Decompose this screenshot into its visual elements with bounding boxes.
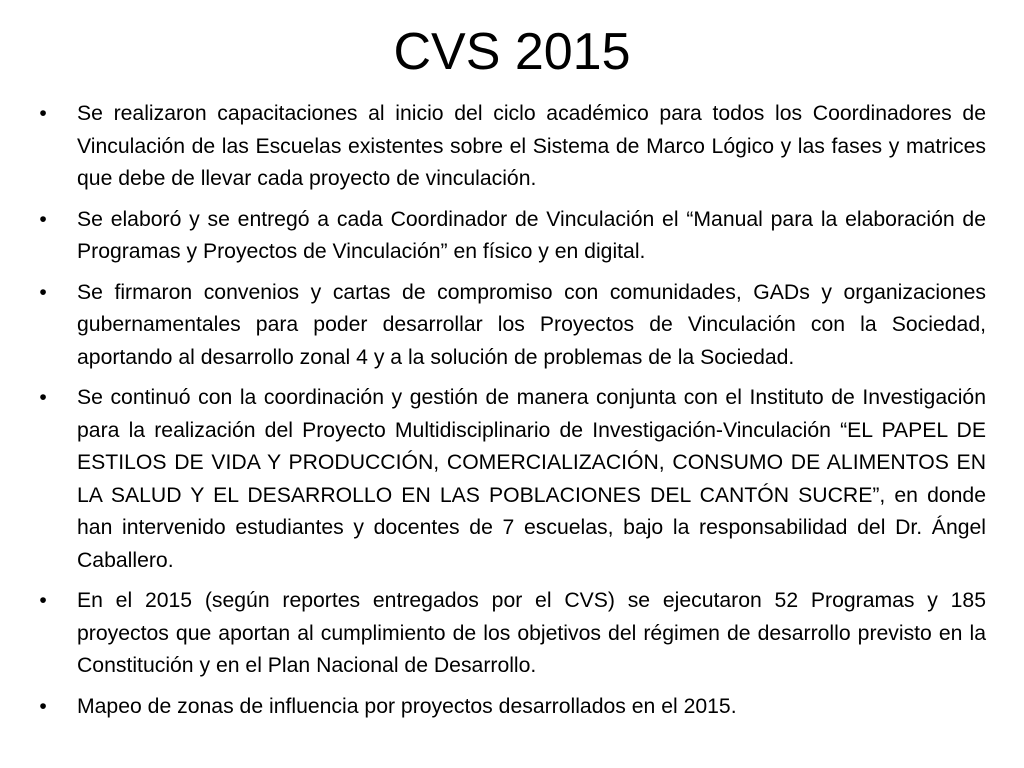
bullet-point-icon: •: [39, 589, 47, 612]
bullet-text: Se firmaron convenios y cartas de compromiso con comunidades, GADs y organizaciones gubernamentales para poder desarrollar los Proyectos de Vinculación con la Sociedad, aportando al desarrollo zonal 4 y a la solución de problemas de la Sociedad.: [77, 280, 986, 369]
bullet-item: [0, 204, 986, 269]
bullet-item: [0, 382, 986, 577]
bullet-text: Mapeo de zonas de influencia por proyectos desarrollados en el 2015.: [77, 694, 737, 718]
bullet-text: Se continuó con la coordinación y gestión de manera conjunta con el Instituto de Investigación para la realización del Proyecto Multidisciplinario de Investigación-Vinculación “EL PAPEL DE ESTILOS DE VIDA Y PRODUCCIÓN, COMERCIALIZACIÓN, CONSUMO DE ALIMENTOS EN LA SALUD Y EL DESARROLLO EN LAS POBLACIONES DEL CANTÓN SUCRE”, en donde han intervenido estudiantes y docentes de 7 escuelas, bajo la responsabilidad del Dr. Ángel Caballero.: [77, 386, 986, 572]
slide-title: CVS 2015: [393, 23, 631, 81]
bullet-item: [0, 691, 986, 724]
bullet-list: [0, 98, 1024, 731]
bullet-text: Se realizaron capacitaciones al inicio del ciclo académico para todos los Coordinadores de Vinculación de las Escuelas existentes sobre el Sistema de Marco Lógico y las fases y matrices que debe de llevar cada proyecto de vinculación.: [77, 102, 986, 190]
bullet-point-icon: •: [39, 694, 47, 718]
bullet-text: Se elaboró y se entregó a cada Coordinador de Vinculación el “Manual para la elaboración de Programas y Proyectos de Vinculación” en físico y en digital.: [77, 207, 986, 263]
bullet-item: [0, 98, 986, 196]
bullet-point-icon: •: [39, 207, 47, 231]
bullet-point-icon: •: [39, 102, 47, 125]
bullet-point-icon: •: [39, 386, 47, 409]
bullet-point-icon: •: [39, 280, 47, 304]
bullet-item: [0, 277, 986, 375]
bullet-item: [0, 585, 986, 683]
bullet-text: En el 2015 (según reportes entregados por el CVS) se ejecutaron 52 Programas y 185 proyectos que aportan al cumplimiento de los objetivos del régimen de desarrollo previsto en la Constitución y en el Plan Nacional de Desarrollo.: [77, 589, 986, 677]
